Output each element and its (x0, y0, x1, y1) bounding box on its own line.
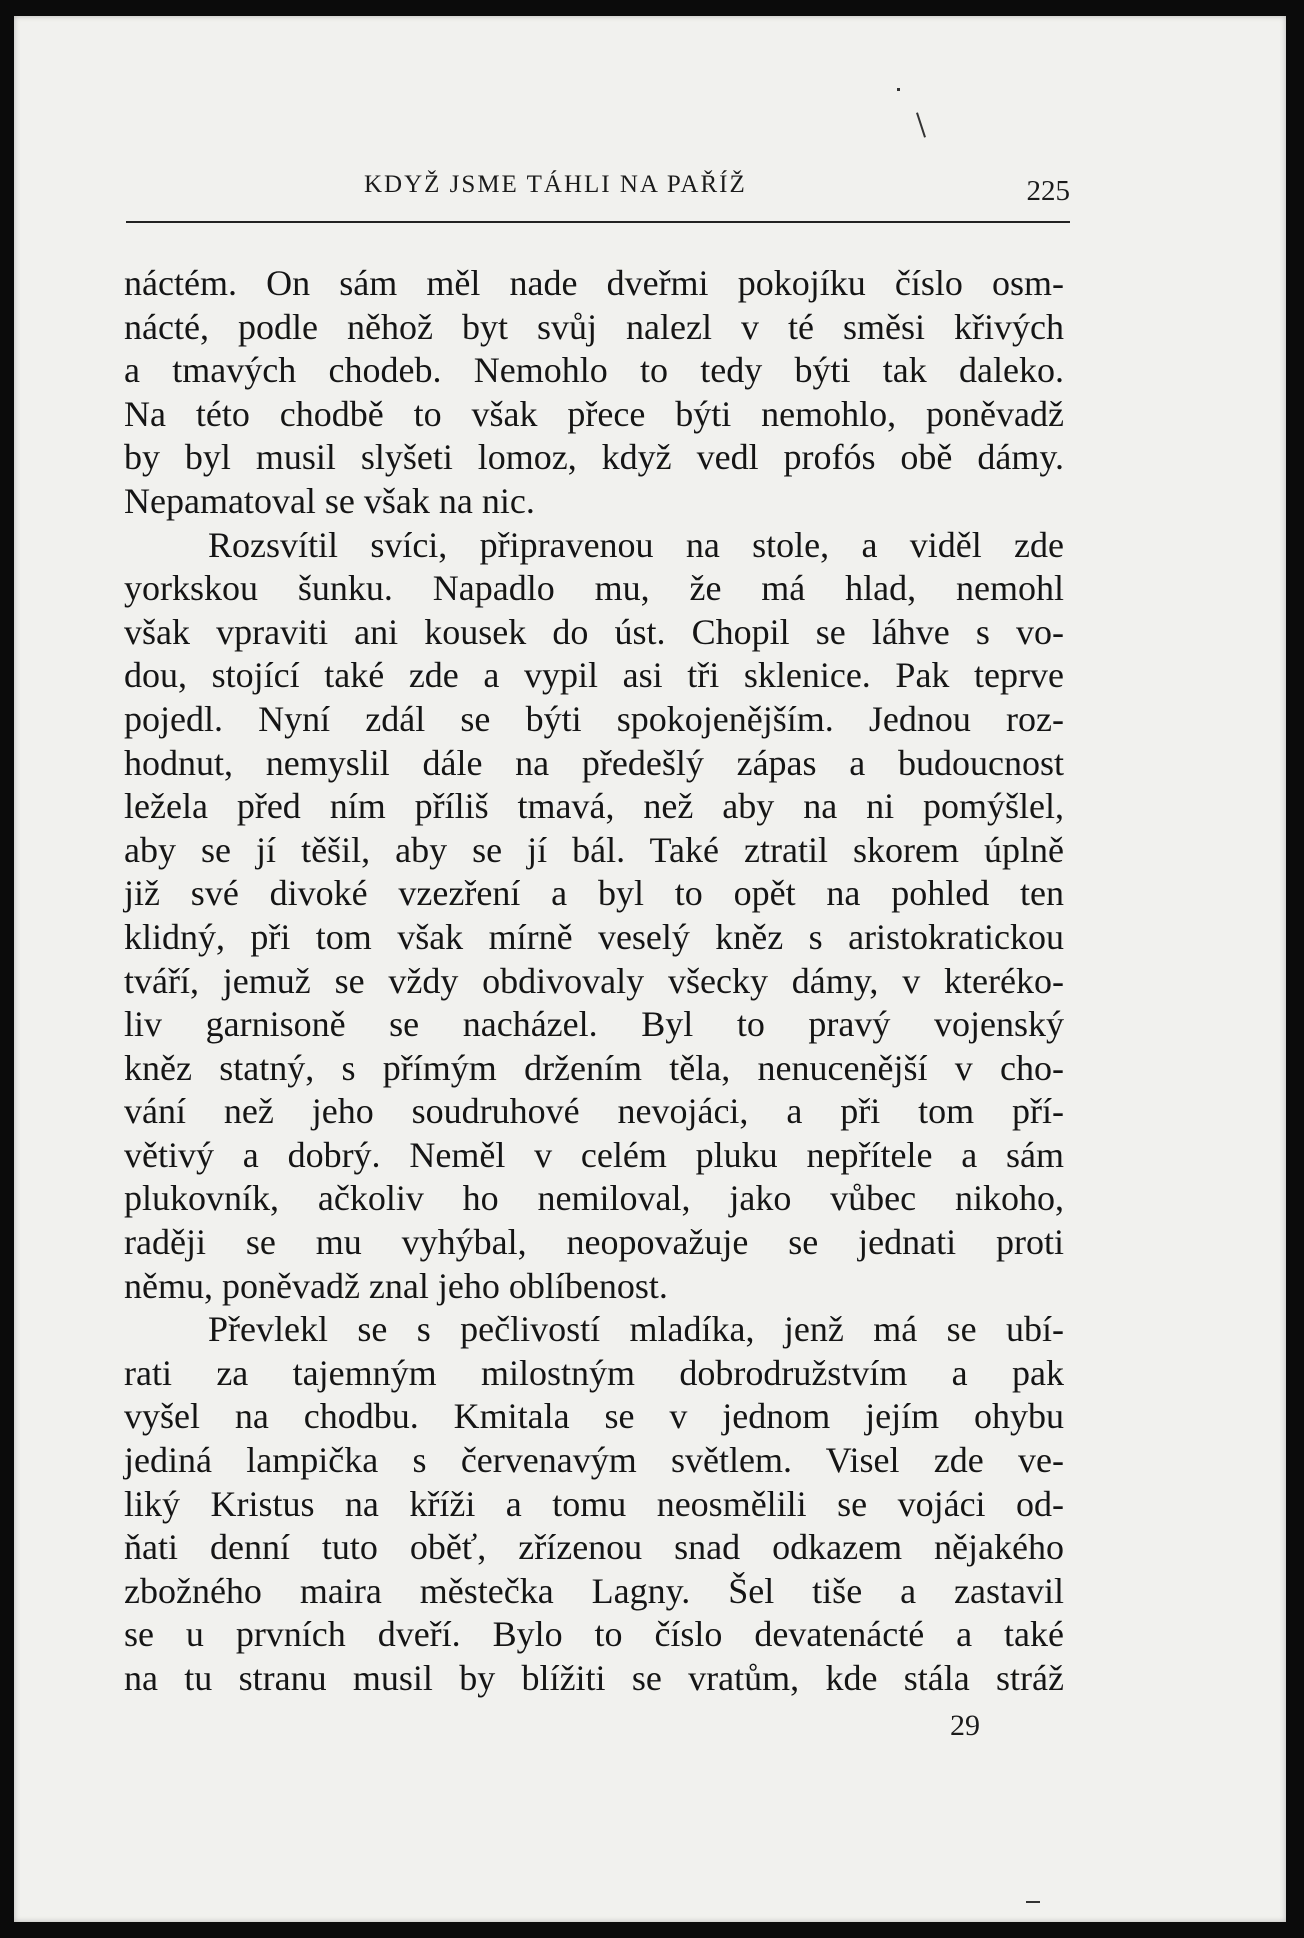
text-line: větivý a dobrý. Neměl v celém pluku nepřítele a sám (124, 1134, 1064, 1175)
book-page (14, 16, 1286, 1922)
text-line: jediná lampička s červenavým světlem. Visel zde ve- (124, 1440, 1064, 1481)
page-number: 225 (1026, 175, 1070, 207)
text-line: pojedl. Nyní zdál se býti spokojenějším. Jednou roz- (124, 698, 1064, 739)
text-line: náctém. On sám měl nade dveřmi pokojíku číslo osm- (124, 263, 1064, 303)
scan-speck (1026, 1901, 1040, 1903)
text-line: raději se mu vyhýbal, neopovažuje se jednati proti (124, 1222, 1064, 1263)
text-line: ňati denní tuto oběť, zřízenou snad odkazem nějakého (124, 1527, 1064, 1568)
text-line: vání než jeho soudruhové nevojáci, a při tom pří- (124, 1091, 1064, 1132)
scan-speck (916, 112, 926, 137)
text-line: rati za tajemným milostným dobrodružstvím a pak (124, 1352, 1064, 1393)
text-line: nácté, podle něhož byt svůj nalezl v té směsi křivých (124, 306, 1064, 347)
text-line: plukovník, ačkoliv ho nemiloval, jako vůbec nikoho, (124, 1178, 1064, 1219)
text-line: na tu stranu musil by blížiti se vratům, kde stála stráž (124, 1658, 1064, 1698)
text-line: kněz statný, s přímým držením těla, nenucenější v cho- (124, 1047, 1064, 1088)
text-line: Nepamatoval se však na nic. (124, 480, 535, 521)
text-line: hodnut, nemyslil dále na předešlý zápas a budoucnost (124, 742, 1064, 783)
text-line: Rozsvítil svíci, připravenou na stole, a viděl zde (208, 524, 1064, 565)
body-text (124, 262, 1064, 1701)
text-line: však vpraviti ani kousek do úst. Chopil se láhve s vo- (124, 611, 1064, 652)
text-line: zbožného maira městečka Lagny. Šel tiše a zastavil (124, 1570, 1064, 1611)
text-line: by byl musil slyšeti lomoz, když vedl profós obě dámy. (124, 437, 1064, 478)
scan-speck (897, 88, 900, 91)
text-line: a tmavých chodeb. Nemohlo to tedy býti tak daleko. (124, 350, 1064, 391)
signature-mark: 29 (950, 1709, 980, 1742)
text-line: již své divoké vzezření a byl to opět na pohled ten (124, 873, 1064, 914)
text-line: Na této chodbě to však přece býti nemohlo, poněvadž (124, 393, 1064, 434)
text-line: dou, stojící také zde a vypil asi tři sklenice. Pak teprve (124, 655, 1064, 696)
text-line: se u prvních dveří. Bylo to číslo devatenácté a také (124, 1614, 1064, 1655)
text-line: vyšel na chodbu. Kmitala se v jednom jejím ohybu (124, 1396, 1064, 1437)
running-head (126, 161, 1070, 223)
text-line: yorkskou šunku. Napadlo mu, že má hlad, nemohl (124, 568, 1064, 609)
text-line: ležela před ním příliš tmavá, než aby na ni pomýšlel, (124, 786, 1064, 827)
text-line: aby se jí těšil, aby se jí bál. Také ztratil skorem úplně (124, 829, 1064, 870)
text-line: Převlekl se s pečlivostí mladíka, jenž má se ubí- (208, 1309, 1064, 1350)
text-line: klidný, při tom však mírně veselý kněz s aristokratickou (124, 916, 1064, 957)
text-line: liký Kristus na kříži a tomu neosmělili se vojáci od- (124, 1483, 1064, 1524)
running-title: KDYŽ JSME TÁHLI NA PAŘÍŽ (364, 171, 747, 198)
text-line: němu, poněvadž znal jeho oblíbenost. (124, 1265, 668, 1306)
text-line: tváří, jemuž se vždy obdivovaly všecky dámy, v kteréko- (124, 960, 1064, 1001)
text-line: liv garnisoně se nacházel. Byl to pravý vojenský (124, 1004, 1064, 1045)
